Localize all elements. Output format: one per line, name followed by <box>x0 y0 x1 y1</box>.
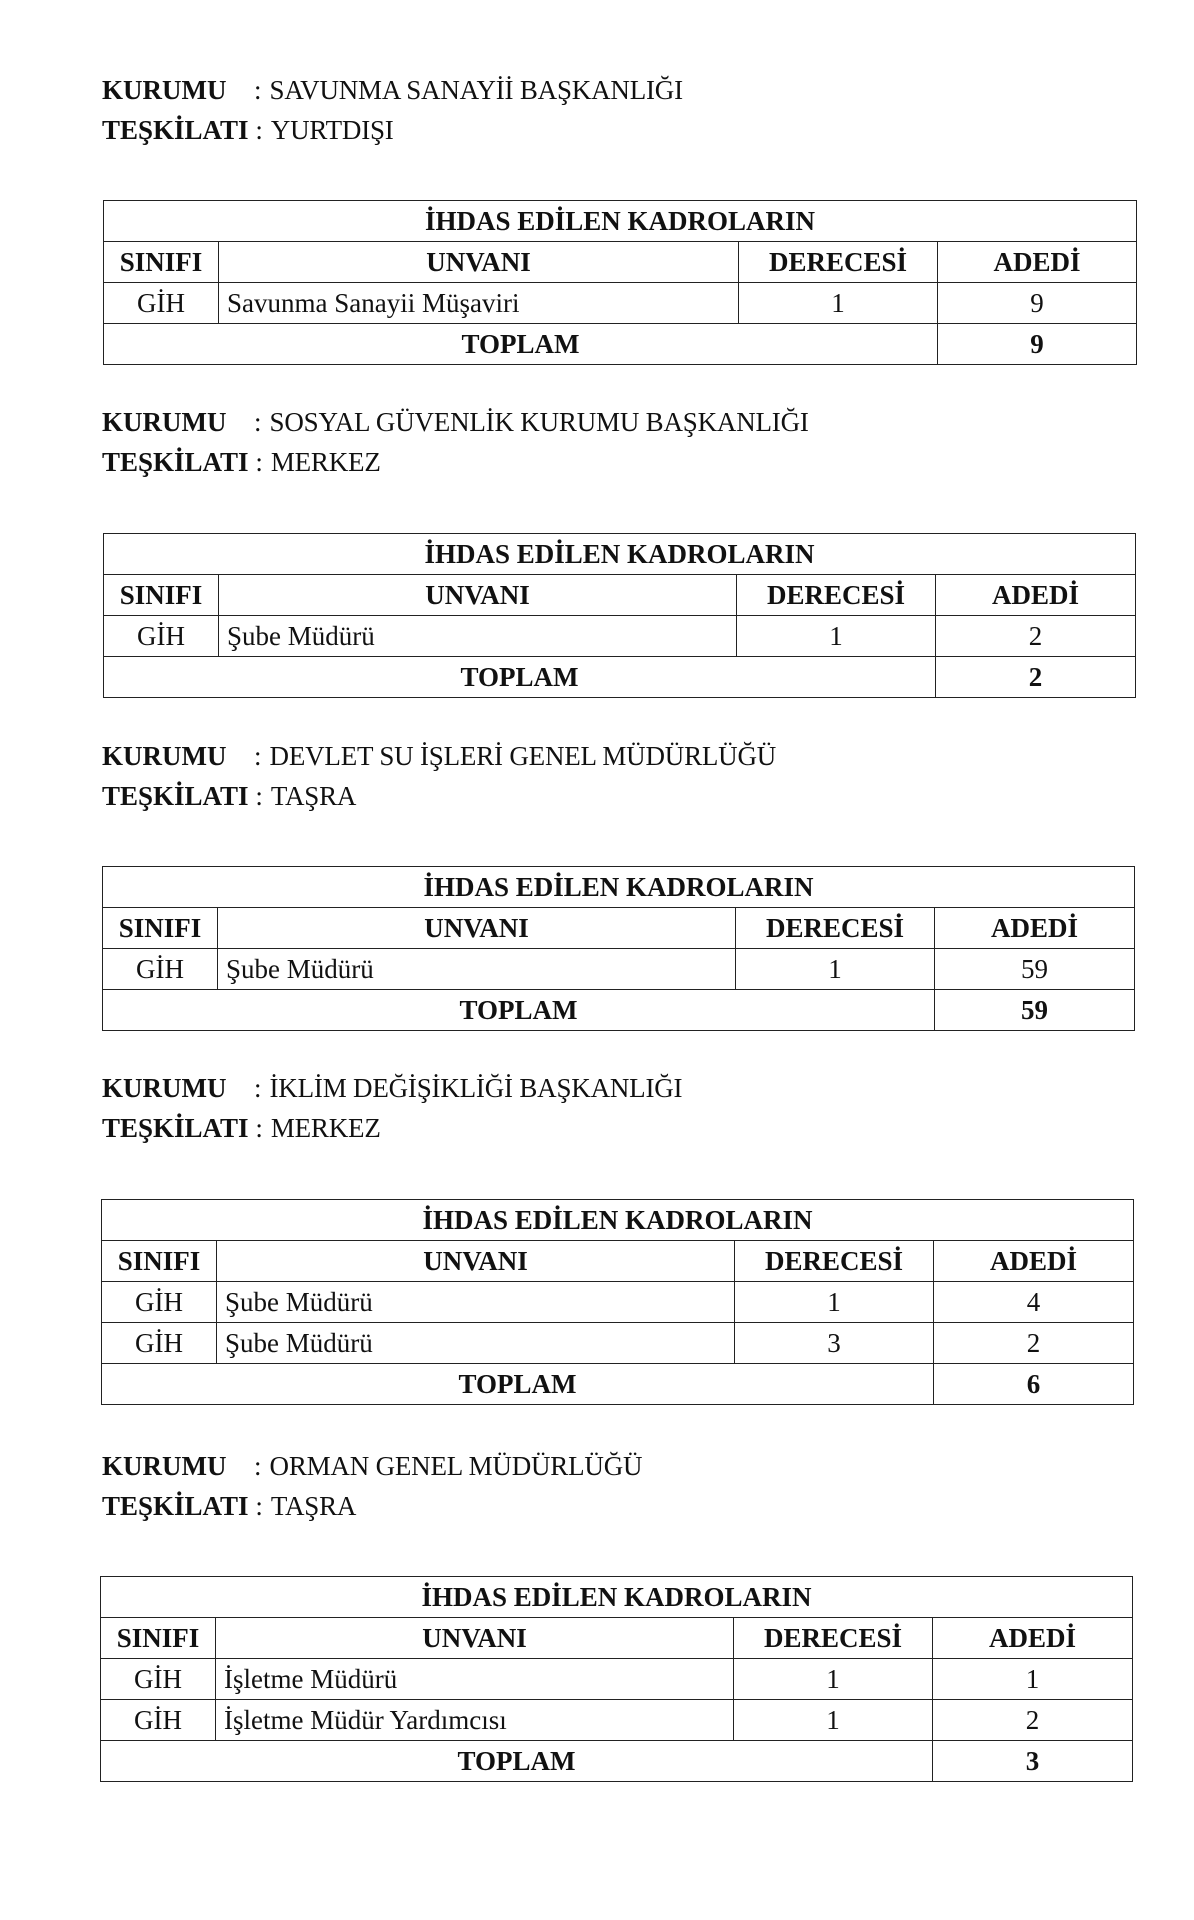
toplam-value: 2 <box>936 657 1136 698</box>
cell-adedi: 4 <box>934 1282 1134 1323</box>
table-row <box>104 283 1137 324</box>
cell-sinifi: GİH <box>103 949 218 990</box>
toplam-value: 9 <box>938 324 1137 365</box>
toplam-value: 59 <box>935 990 1135 1031</box>
table-title: İHDAS EDİLEN KADROLARIN <box>102 1200 1134 1241</box>
cell-unvani: İşletme Müdür Yardımcısı <box>216 1700 734 1741</box>
kurumu-line: KURUMU : ORMAN GENEL MÜDÜRLÜĞÜ <box>102 1446 642 1486</box>
cell-derecesi: 1 <box>734 1659 933 1700</box>
table-row <box>102 1323 1134 1364</box>
col-header-unvani: UNVANI <box>219 575 737 616</box>
col-header-unvani: UNVANI <box>216 1618 734 1659</box>
cell-adedi: 1 <box>933 1659 1133 1700</box>
cell-adedi: 9 <box>938 283 1137 324</box>
kurumu-label: KURUMU <box>102 407 227 437</box>
toplam-value: 3 <box>933 1741 1133 1782</box>
table-title: İHDAS EDİLEN KADROLARIN <box>103 867 1135 908</box>
kurumu-line: KURUMU : SOSYAL GÜVENLİK KURUMU BAŞKANLIĞI <box>102 402 809 442</box>
col-header-derecesi: DERECESİ <box>739 242 938 283</box>
kurumu-label: KURUMU <box>102 75 227 105</box>
teskilati-value: MERKEZ <box>270 447 381 477</box>
kurumu-label: KURUMU <box>102 1451 227 1481</box>
col-header-adedi: ADEDİ <box>936 575 1136 616</box>
kadro-table <box>101 1199 1134 1405</box>
col-header-adedi: ADEDİ <box>933 1618 1133 1659</box>
table-row <box>101 1659 1133 1700</box>
teskilati-label: TEŞKİLATI <box>102 781 249 811</box>
col-header-sinifi: SINIFI <box>102 1241 217 1282</box>
cell-derecesi: 1 <box>737 616 936 657</box>
col-header-sinifi: SINIFI <box>104 575 219 616</box>
table-row <box>102 1282 1134 1323</box>
kadro-table <box>100 1576 1133 1782</box>
table-title: İHDAS EDİLEN KADROLARIN <box>104 534 1136 575</box>
cell-unvani: Şube Müdürü <box>217 1323 735 1364</box>
teskilati-label: TEŞKİLATI <box>102 1491 249 1521</box>
teskilati-line: TEŞKİLATI : YURTDIŞI <box>102 110 394 150</box>
col-header-derecesi: DERECESİ <box>735 1241 934 1282</box>
table-title: İHDAS EDİLEN KADROLARIN <box>101 1577 1133 1618</box>
toplam-label: TOPLAM <box>103 990 935 1031</box>
kurumu-value: SAVUNMA SANAYİİ BAŞKANLIĞI <box>269 75 683 105</box>
cell-derecesi: 1 <box>734 1700 933 1741</box>
table-row <box>103 949 1135 990</box>
kurumu-value: ORMAN GENEL MÜDÜRLÜĞÜ <box>269 1451 643 1481</box>
cell-unvani: Şube Müdürü <box>217 1282 735 1323</box>
col-header-derecesi: DERECESİ <box>736 908 935 949</box>
col-header-adedi: ADEDİ <box>934 1241 1134 1282</box>
cell-sinifi: GİH <box>104 283 219 324</box>
cell-adedi: 59 <box>935 949 1135 990</box>
teskilati-label: TEŞKİLATI <box>102 447 249 477</box>
col-header-derecesi: DERECESİ <box>737 575 936 616</box>
col-header-sinifi: SINIFI <box>104 242 219 283</box>
toplam-value: 6 <box>934 1364 1134 1405</box>
teskilati-line: TEŞKİLATI : MERKEZ <box>102 1108 381 1148</box>
col-header-sinifi: SINIFI <box>101 1618 216 1659</box>
cell-sinifi: GİH <box>101 1700 216 1741</box>
kurumu-value: SOSYAL GÜVENLİK KURUMU BAŞKANLIĞI <box>269 407 809 437</box>
cell-sinifi: GİH <box>101 1659 216 1700</box>
cell-derecesi: 1 <box>739 283 938 324</box>
cell-unvani: İşletme Müdürü <box>216 1659 734 1700</box>
cell-adedi: 2 <box>936 616 1136 657</box>
kurumu-label: KURUMU <box>102 741 227 771</box>
cell-derecesi: 1 <box>736 949 935 990</box>
kurumu-value: İKLİM DEĞİŞİKLİĞİ BAŞKANLIĞI <box>269 1073 683 1103</box>
cell-unvani: Şube Müdürü <box>218 949 736 990</box>
col-header-adedi: ADEDİ <box>938 242 1137 283</box>
col-header-derecesi: DERECESİ <box>734 1618 933 1659</box>
kadro-table <box>103 200 1137 365</box>
cell-sinifi: GİH <box>104 616 219 657</box>
cell-derecesi: 3 <box>735 1323 934 1364</box>
cell-adedi: 2 <box>934 1323 1134 1364</box>
teskilati-label: TEŞKİLATI <box>102 1113 249 1143</box>
col-header-unvani: UNVANI <box>217 1241 735 1282</box>
kadro-table <box>103 533 1136 698</box>
teskilati-line: TEŞKİLATI : TAŞRA <box>102 776 356 816</box>
kurumu-line: KURUMU : SAVUNMA SANAYİİ BAŞKANLIĞI <box>102 70 683 110</box>
toplam-label: TOPLAM <box>102 1364 934 1405</box>
cell-adedi: 2 <box>933 1700 1133 1741</box>
cell-sinifi: GİH <box>102 1323 217 1364</box>
cell-unvani: Savunma Sanayii Müşaviri <box>219 283 739 324</box>
teskilati-label: TEŞKİLATI <box>102 115 249 145</box>
kurumu-line: KURUMU : İKLİM DEĞİŞİKLİĞİ BAŞKANLIĞI <box>102 1068 682 1108</box>
teskilati-line: TEŞKİLATI : MERKEZ <box>102 442 381 482</box>
teskilati-value: YURTDIŞI <box>270 115 394 145</box>
cell-derecesi: 1 <box>735 1282 934 1323</box>
teskilati-value: TAŞRA <box>270 781 357 811</box>
table-title: İHDAS EDİLEN KADROLARIN <box>104 201 1137 242</box>
teskilati-line: TEŞKİLATI : TAŞRA <box>102 1486 356 1526</box>
teskilati-value: TAŞRA <box>270 1491 357 1521</box>
toplam-label: TOPLAM <box>104 324 938 365</box>
table-row <box>101 1700 1133 1741</box>
cell-unvani: Şube Müdürü <box>219 616 737 657</box>
toplam-label: TOPLAM <box>104 657 936 698</box>
kurumu-value: DEVLET SU İŞLERİ GENEL MÜDÜRLÜĞÜ <box>269 741 777 771</box>
col-header-adedi: ADEDİ <box>935 908 1135 949</box>
teskilati-value: MERKEZ <box>270 1113 381 1143</box>
cell-sinifi: GİH <box>102 1282 217 1323</box>
kurumu-label: KURUMU <box>102 1073 227 1103</box>
col-header-unvani: UNVANI <box>218 908 736 949</box>
col-header-unvani: UNVANI <box>219 242 739 283</box>
kadro-table <box>102 866 1135 1031</box>
col-header-sinifi: SINIFI <box>103 908 218 949</box>
table-row <box>104 616 1136 657</box>
toplam-label: TOPLAM <box>101 1741 933 1782</box>
kurumu-line: KURUMU : DEVLET SU İŞLERİ GENEL MÜDÜRLÜĞÜ <box>102 736 776 776</box>
